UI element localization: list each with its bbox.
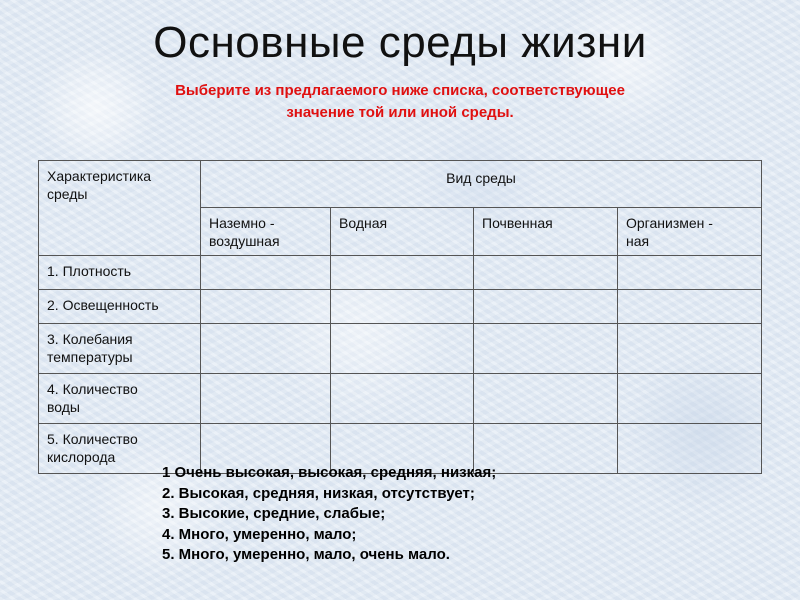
- answer-option: 3. Высокие, средние, слабые;: [162, 505, 386, 522]
- column-header-soil: [474, 207, 618, 255]
- row-header-water-line-1: 4. Количество: [47, 380, 138, 397]
- answer-cell[interactable]: [618, 373, 762, 423]
- column-header-aquatic-line-1: Водная: [339, 214, 388, 231]
- group-header-cell: Вид среды: [201, 161, 762, 208]
- corner-header-cell: [39, 161, 201, 208]
- row-header-temperature-line-2: температуры: [47, 348, 133, 365]
- answer-cell[interactable]: [618, 289, 762, 323]
- instruction-text: [60, 80, 740, 124]
- row-header-density: [39, 255, 201, 289]
- answer-cell[interactable]: [201, 323, 331, 373]
- column-header-terrestrial: [201, 207, 331, 255]
- answer-cell[interactable]: [331, 289, 474, 323]
- corner-header-line-2: среды: [47, 186, 88, 202]
- instruction-line-2: значение той или иной среды.: [286, 104, 514, 121]
- column-header-organism-line-1: Организмен -: [626, 214, 713, 231]
- answer-cell[interactable]: [331, 373, 474, 423]
- row-header-density-line-1: 1. Плотность: [47, 262, 132, 279]
- answer-cell[interactable]: [331, 323, 474, 373]
- environment-table: [38, 160, 762, 474]
- column-header-aquatic: [331, 207, 474, 255]
- column-header-terrestrial-line-2: воздушная: [209, 232, 280, 249]
- answer-option: 1 Очень высокая, высокая, средняя, низкая;: [162, 464, 497, 481]
- answer-cell[interactable]: [474, 289, 618, 323]
- answer-cell[interactable]: [331, 255, 474, 289]
- column-header-terrestrial-line-1: Наземно -: [209, 214, 275, 231]
- corner-header-line-1: Характеристика: [47, 168, 152, 184]
- row-header-water-line-2: воды: [47, 398, 80, 415]
- column-header-soil-line-1: Почвенная: [482, 214, 553, 231]
- row-header-temperature-line-1: 3. Колебания: [47, 330, 133, 347]
- row-header-oxygen-line-2: кислорода: [47, 448, 116, 465]
- instruction-line-1: Выберите из предлагаемого ниже списка, соответствующее: [175, 82, 625, 99]
- answer-cell[interactable]: [618, 323, 762, 373]
- row-header-illumination-line-1: 2. Освещенность: [47, 296, 159, 313]
- column-header-organism: [618, 207, 762, 255]
- answer-option: 4. Много, умеренно, мало;: [162, 525, 357, 543]
- slide-title: Основные среды жизни: [153, 18, 647, 67]
- row-header-illumination: [39, 289, 201, 323]
- answer-options-list: [162, 463, 496, 566]
- column-header-organism-line-2: ная: [626, 232, 650, 249]
- answer-cell[interactable]: [618, 255, 762, 289]
- answer-option: 2. Высокая, средняя, низкая, отсутствует;: [162, 484, 475, 502]
- row-header-oxygen-line-1: 5. Количество: [47, 430, 138, 447]
- answer-cell[interactable]: [201, 289, 331, 323]
- answer-cell[interactable]: [474, 323, 618, 373]
- row-header-temperature: [39, 323, 201, 373]
- corner-header-continuation: [39, 207, 201, 255]
- answer-cell[interactable]: [618, 423, 762, 473]
- answer-option: 5. Много, умеренно, мало, очень мало.: [162, 546, 450, 563]
- answer-cell[interactable]: [201, 255, 331, 289]
- answer-cell[interactable]: [201, 373, 331, 423]
- answer-cell[interactable]: [474, 255, 618, 289]
- answer-cell[interactable]: [474, 373, 618, 423]
- row-header-water: [39, 373, 201, 423]
